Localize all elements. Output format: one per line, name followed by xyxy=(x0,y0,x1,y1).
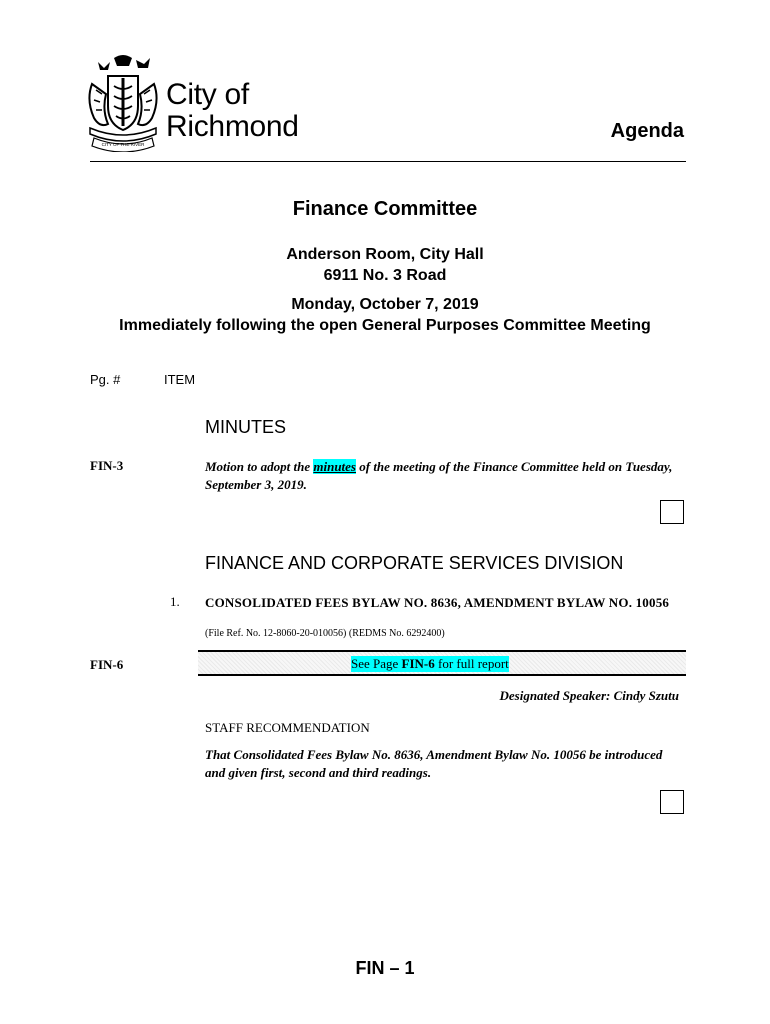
see-report-page: FIN-6 xyxy=(401,656,435,671)
minutes-motion: Motion to adopt the minutes of the meeting of the Finance Committee held on Tuesday, September 3, 2019. xyxy=(205,459,673,492)
column-item-header: ITEM xyxy=(164,372,196,387)
city-crest-icon xyxy=(84,54,162,152)
minutes-link[interactable]: minutes xyxy=(313,459,356,474)
page-footer: FIN – 1 xyxy=(355,958,415,978)
file-reference: (File Ref. No. 12-8060-20-010056) (REDMS No. 6292400) xyxy=(205,628,445,639)
meeting-address: 6911 No. 3 Road xyxy=(323,267,447,284)
recommendation-checkbox[interactable] xyxy=(660,790,684,814)
logo-city-of: City of xyxy=(166,78,249,111)
document-type: Agenda xyxy=(610,120,684,142)
meeting-timing: Immediately following the open General Purposes Committee Meeting xyxy=(119,317,651,334)
page-ref-minutes: FIN-3 xyxy=(90,458,124,473)
header-divider xyxy=(90,161,686,162)
section-heading-minutes: MINUTES xyxy=(205,417,286,437)
column-page-header: Pg. # xyxy=(90,372,121,387)
designated-speaker: Designated Speaker: Cindy Szutu xyxy=(499,688,679,703)
section-heading-division: FINANCE AND CORPORATE SERVICES DIVISION xyxy=(205,553,624,573)
logo-richmond: Richmond xyxy=(166,110,299,143)
item-title: CONSOLIDATED FEES BYLAW NO. 8636, AMENDMENT BYLAW NO. 10056 xyxy=(205,595,670,610)
see-report-link[interactable]: See Page FIN-6 for full report xyxy=(351,656,509,671)
crest-motto: CITY OF THE RIVER xyxy=(101,142,145,147)
item-number: 1. xyxy=(170,594,180,609)
page-ref-division: FIN-6 xyxy=(90,657,124,672)
staff-recommendation-text: That Consolidated Fees Bylaw No. 8636, Amendment Bylaw No. 10056 be introduced and given first, second and third readings. xyxy=(205,747,663,780)
committee-title: Finance Committee xyxy=(292,198,478,220)
minutes-checkbox[interactable] xyxy=(660,500,684,524)
meeting-date: Monday, October 7, 2019 xyxy=(291,296,479,313)
staff-recommendation-label: STAFF RECOMMENDATION xyxy=(205,720,370,735)
meeting-room: Anderson Room, City Hall xyxy=(286,246,484,263)
